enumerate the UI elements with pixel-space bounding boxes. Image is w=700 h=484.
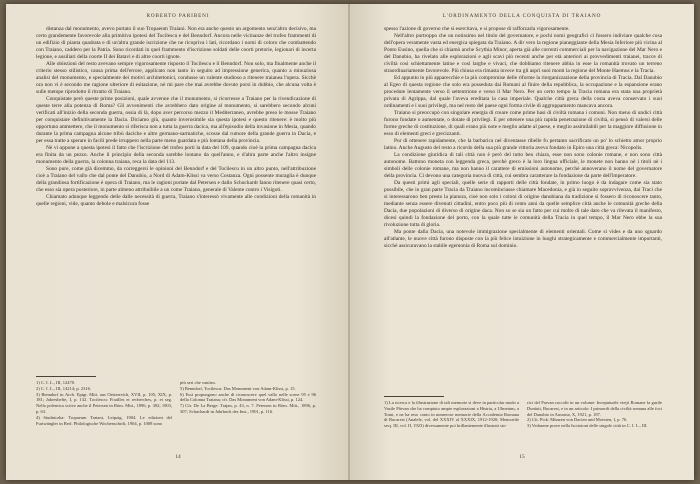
paragraph: Alle obiezioni del resto avevano sempre vigorosamente risposto il Tocilescu e il Benndorf. Non solo, ma finalmente anche il criterio stesso stilistico, causa prima dell'errore, applicato non tanto in seguito ad impressione generica, quanto a minuziosa analisi del monumento, e specialmente dei motivi architettonici, condusse un valente studioso a ritenere traianea l'opera. Sicchè ora non vi è secondo me ragione ulteriore di esitazione, nè mi pare che mai avrebbe dovuto porsi in dubbio, che alcuna volta è sulle metope riprodotto il ritratto di Traiano. [36, 61, 316, 95]
footnote: 1) C. I. L., III, 12470. [36, 380, 76, 385]
paragraph: Ma ponte dalla Dacia, una notevole immigrazione specialmente di elementi orientali. Come si vides e da uno sguardo all'atlante, le nuove città furono disposte con la più felice intuizione in luoghi strategicamente e commercialmente importanti, sicchè assicuravano la stabile egemonia di Roma sul dominio. [384, 229, 662, 249]
paragraph: Traiano si preoccupò con singolare energia di creare come prime basi di civiltà romana i comuni. Non meno di undici città furono fondate o aumentate, o dotate di privilegi. E per ottenere una più rapida penetrazione di civiltà, si pensò di valersi delle forme greche di costituzione, di quali erano più note e meglio adatte al paese, e meglio assimilabili per la maggiore diffusione in esso di elementi greci e grecizzanti. [384, 110, 662, 137]
paragraph: Nè vi oppone a questa ipotesi il fatto che l'iscrizione del trofeo porti la data del 109, quando cioè la prima campagna dacica era finita da un pezzo. Anche il principio della seconda sarebbe lontano da quell'anno, e d'altra parte anche l'altro insigne monumento della guerra, la colonna traiana, reca la data del 113. [36, 145, 316, 165]
paragraph: Nell'altro purtroppo che un notissimo nel titolo del governatore, e pochi nomi geografici ci fossero indiviare qualche cosa dell'opera veramente vasta ed energica spiegata da Traiano. A dir vero la regione pianeggiante della Mesia Inferiore più vicina al Ponto Eusino, quella che si chiamò anche Scythia Minor, aperta già alle correnti commerciali per la navigazione del Mar Nero e del Danubio, ha rivelato alle esplorazioni e agli scavi più recenti anche per età anteriori ai provvedimenti traianei, tracce di civiltà così schiettamente latine e così larghe e vivaci, che dobbiamo ritenere abbia in esse la romanità trovato un terreno straordinariamente favorevole. Più chiusa era rimasta invece tra gli aspri suoi monti la regione del Monte Haemus e la Tracia. [384, 33, 662, 74]
footnote: 4) Studniczka: Tropaeum Traiani, Leipzig, 1904. Le edizioni del Furtwängler in Berl. Philologische Wochenschrift, 1904, p. 1008 sono [36, 414, 172, 426]
right-page-footnotes [384, 400, 662, 429]
right-page [350, 4, 694, 480]
page-number-left: 14 [175, 454, 181, 460]
footnote: 1) La ricerca e la illustrazione di tali memorie si deve in particolar modo a Vasile Pârvan che ha compiuto ampie esplorazioni a Histria, a Ulmetum, a Tomi, e ne ha reso conto in numerose memorie della Accademia Romana di Bucarest (Analele, vol. del XXXIV al XXXIX, 1912-1920; Memoriile secţ. III, vol. II, 1923) diversamente poi brillantemente illustrati sto- [384, 400, 519, 429]
footnote: 6) Essi propongono anche di riconoscere quel vallo nelle scene 95 e 96 della Colonna Traiana; cfr. Das Monument von Adam-Klissi, p. 124. [180, 391, 316, 403]
footnote-column [36, 380, 172, 426]
paragraph: Conquistate però queste prime posizioni, quale avvenne che il monumento, si ricorresse a Traiano per la rivendicazione di queste terre alla potenza di Roma? Gli avvenimenti che avrebbero dato origine al monumento, si sarebbero secondo alcuni verificati all'inizio della seconda guerra, ossia di là, dopo aver percorso mezzo il Mediterraneo, avrebbe preso le mosse Traiano per conquistare definitivamente la Dacia. Diciamo giù, quanto inverosimile sia questa ipotesi e questo ritenere: è molto più opportuno ammettere, che il monumento si riferisca non a tutta la guerra dacica, ma all'episodio della invasione in Mesia, quando durante la prima campagna alcune tribù daciche e altre germano-sarmatiche, scosse dal rumore della grande guerra in Dacia, e per essa tratte a sperare in facili prede irruppero nella parte meno guardata e più lontana della provincia. [36, 96, 316, 144]
footnote: 3) Vedasene prove nella Iscrizioni delle singole città in C. I. L., III. [527, 423, 648, 429]
paragraph: spesso l'azione di governo che si esercitava, e si propose di rafforzarla vigorosamente. [384, 26, 570, 32]
footnote: 7) Cfr. De La Berge: Trajan, p. 43, n. 7. Petersen in Röm. Mitt., 1896, p. 307; Schuchardt in Jahrbuch des Inst., 1901, p. 116. [180, 403, 316, 414]
paragraph: Ed appunto in più apparecchie e la più compromise delle riforme la riorganizzazione della provincia di Tracia. Dal Danubio al Egeo di questa regione che solo era posseduta dai Romani al finire della repubblica, la occupazione e la espansione erano procedute lentamente verso il settentrione e verso il Mar Nero. Per un certo tempo la Tracia romana era stata una proprietà privata di Agrippa, dal quale l'aveva ereditata la casa imperiale. Qualche città greca della costa aveva conservato i suoi ordinamenti e i suoi privilegi, ma nel resto del paese ogni forma civile di aggruppamento mancava ancora. [384, 75, 662, 109]
footnote: 2) C. I. L., III, 14214; p. 2316. [36, 385, 91, 391]
footnote-column [384, 400, 519, 429]
footnote: rici del Parvan raccolti in un volume: Inceputurile vieţii Romane la gurile Dunării, Bucarest, e in un articolo: I primordi della civiltà romana alle foci del Danubio in Ausonia, X, 1921, p. 187. [527, 400, 662, 417]
footnote: 3) Benndorf in Arch. Epigr. Mitt. aus Oesterreich, XVII, p. 105; XIX, p. 181; Jahreshefte, I, p. 132. Tocilescu: Fouilles et recherches, p. et seg. Nello polemica scrive anche il Petersen in Röm. Mitt., 1896, p. 302; 1903, p. 63. [36, 391, 172, 414]
running-header-right: L'ORDINAMENTO DELLA CONQUISTA DI TRAIANO [442, 13, 602, 19]
left-page-footnotes [36, 380, 316, 426]
paragraph: distanza dal monumento, avevo portato il suo Tropaeum Traiani. Non era anche questo un argomento senz'altro decisivo, ma certo grandemente favorevole alla primitiva ipotesi del Tocilescu e del Benndorf. Ancora nelle vicinanze del trofeo frammenti di un edifizio di pianta quadrata e di un'altra grande iscrizione che ne ricopriva i lati, ricordano i nomi di coloro che combattendo con Traiano, caddero per la Patria. Sono ricordati in quel frammento d'iscrizione soldati delle coorti pretorie, legionari di incerta legione, e ausiliari della coorte II dei Batavi e di altre coorti ignote. [36, 26, 316, 60]
footnote: 5) Benndorf, Tocilescu: Das Monument von Adam-Klissi, p. 15. [180, 385, 296, 391]
right-page-body [384, 26, 662, 250]
left-page-body [36, 26, 316, 208]
left-page [6, 4, 350, 480]
paragraph: Da questi primi agli speciali, quelle serie di rapporti delle città fondate, in primo luogo è da indagare come sia stato possibile, che in gran parte Tracia da Traiano incominciasse chiamare Macedonia, e già in seguito sopravvivenza, dai Traci che si interessarono ben presto la pianura, cioè non solo i coloni di origine danubiana da tradizione si fossero di riconoscere tanto, mediante senza essere divenuti cittadini, entro poco più di cento anni da quelle semplice città anche le comunità greche della Dacia, due popolazioni di diverso di origine daca. Non so se sia un fatto per cui molto di tale dato che va rilevata il manifesto, dicesi quindi la fondazione del porto, con la quale tutte le comunità della Tracia in quel tempo, il Mar Nero ebbe la sua rivoluzione tutta di gloria. [384, 180, 662, 228]
paragraph: La condizione giuridica di tali città non è però del tutto ben chiara, esse non sono colonie romane, e non sono città autonome. Battono moneta con leggenda greca, perchè greco è la loro lingua ufficiale, le monete non hanno nè i titoli nè i simboli delle colonie romane, ma non hanno il carattere di emissioni autonome, perchè annoverano il nome del governatore della provincia. Ci devono una categoria nuova di città, cui sembra caratterare la fondazione da parte dell'imperatore. [384, 152, 662, 179]
footnote: più seri che vanitos. [180, 380, 216, 385]
paragraph: Sono pure, come già dicemmo, da correggersi le opinioni del Benndorf e del Tocilescu in un altro punto, nell'attribuzione cioè a Traiano del vallo che dal ponte del Danubio, a Nord di Adam-Klissi va verso Costanza. Ogni possente muraglia è dunque della grandiosa fortificazione è opera di Traiano, ma le ragioni portate dal Petersen e dallo Schuchardt fanno ritenere quasi certo, che esso sia opera posteriore, in parte almeno attribuibile a un come Traiano, generale di Valente contro i Visigoti. [36, 166, 316, 193]
footnote-rule [384, 396, 444, 397]
footnote-rule [36, 376, 96, 377]
page-number-right: 15 [519, 454, 525, 460]
paragraph: Pur di ottenere rapidamente, che la barbarica nel diventasse ribelle fu pertanto sacrificato un po' lo schietto amor proprio latino. Anche Augusto del resto a ricordo della sua più grande vittoria aveva fondato in Epiro una città greca: Nicopolis. [384, 138, 662, 151]
book-spread [6, 4, 694, 480]
running-header-left: ROBERTO PARIBENI [146, 13, 210, 19]
footnote-column [527, 400, 662, 429]
footnote-column [180, 380, 316, 426]
footnote: 2) Cfr. Pick: Münzen von Dacien und Moesien, I, p. 76. [527, 417, 628, 423]
paragraph: Chiamato adunque leggendo delle dalle necessità di guerra, Traiano s'interessò vivamente alle condizioni della romanità in quelle regioni, vide, quanto debole e malsicura fosse [36, 194, 316, 207]
